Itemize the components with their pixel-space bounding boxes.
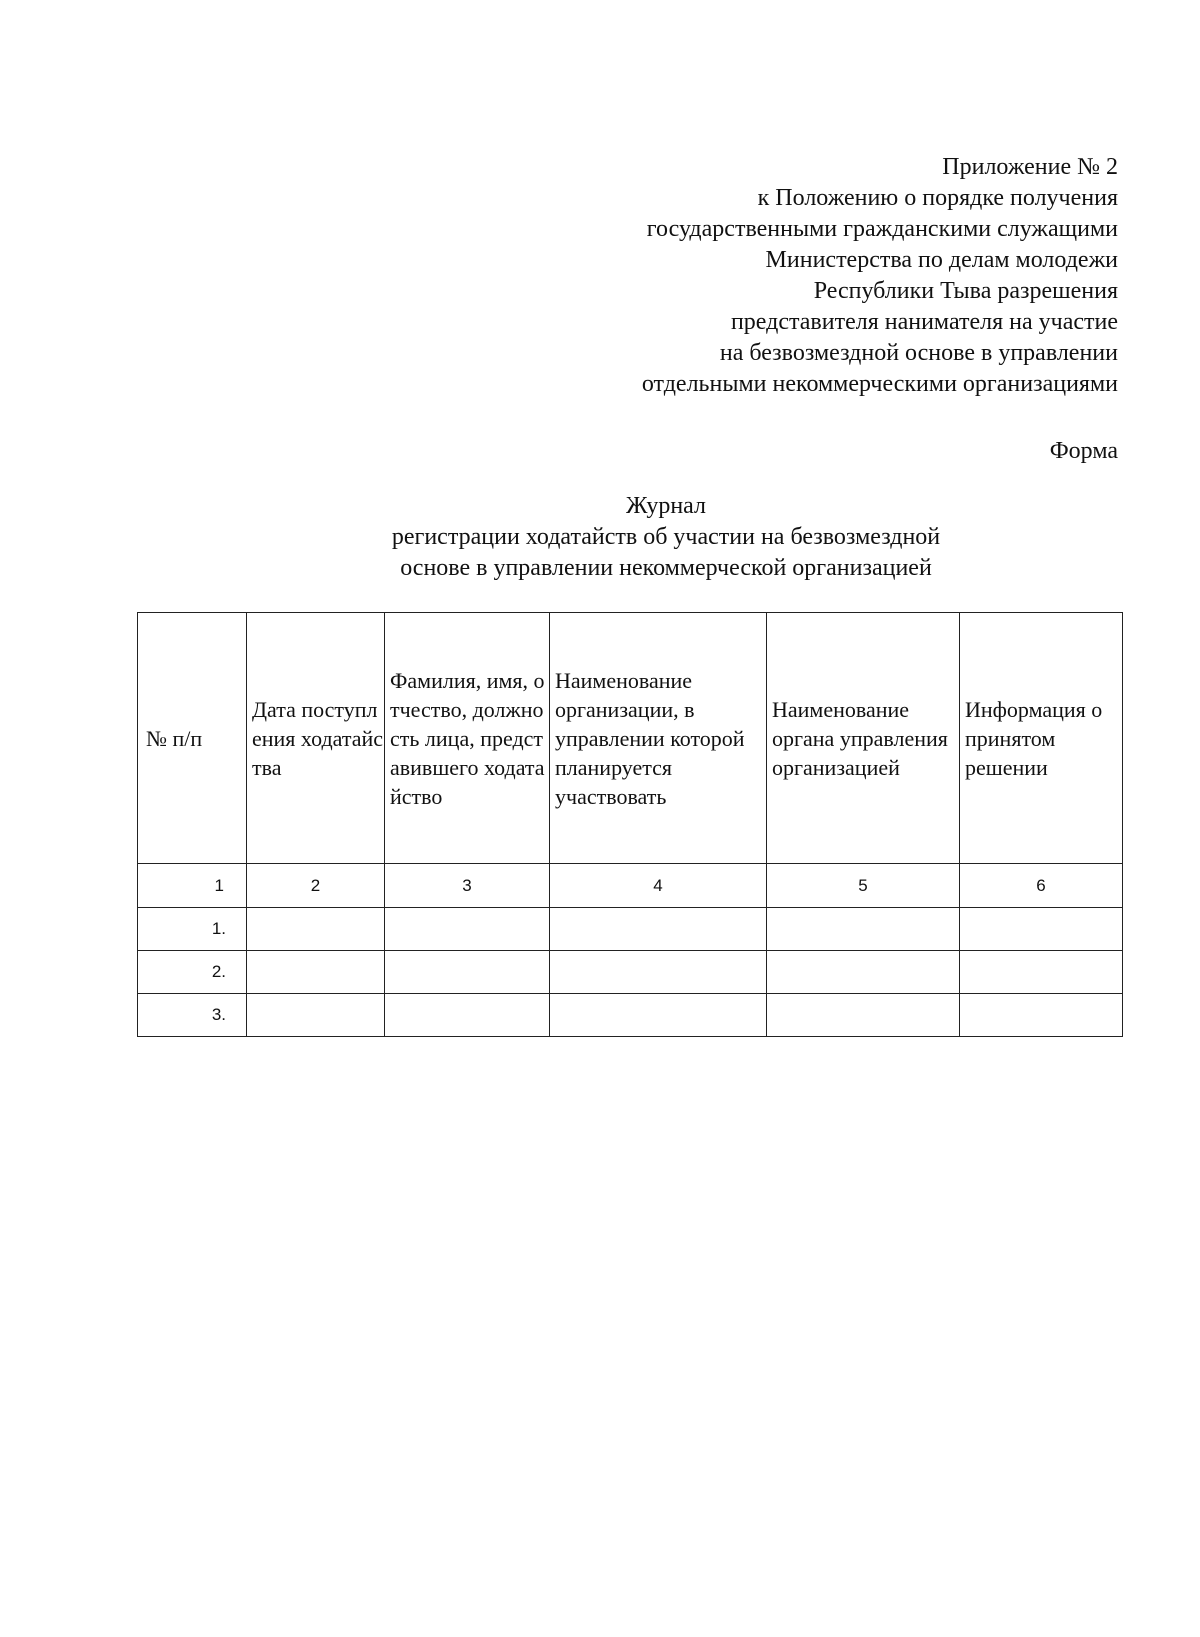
table-cell [385, 908, 550, 951]
appendix-line: представителя нанимателя на участие [730, 309, 1118, 335]
table-cell [247, 908, 385, 951]
appendix-line: Приложение № 2 [942, 154, 1118, 180]
header-cell-decision: Информация о принятом решении [960, 613, 1123, 864]
table-cell [767, 994, 960, 1037]
header-cell-applicant: Фамилия, имя, отчество, должность лица, представившего ходатайство [385, 613, 550, 864]
row-number-cell: 3. [138, 994, 247, 1037]
table-cell [385, 951, 550, 994]
appendix-line: к Положению о порядке получения [757, 185, 1118, 211]
column-number: 1 [138, 864, 247, 908]
column-number-row [138, 864, 1123, 908]
table-row [138, 908, 1123, 951]
table-cell [247, 994, 385, 1037]
journal-title-line: Журнал [625, 493, 706, 519]
column-number: 5 [767, 864, 960, 908]
table-cell [247, 951, 385, 994]
table-cell [960, 951, 1123, 994]
registration-journal-table [137, 612, 1123, 1037]
column-number: 2 [247, 864, 385, 908]
table-header-row [138, 613, 1123, 864]
journal-title [136, 491, 1196, 584]
journal-title-line: основе в управлении некоммерческой организацией [400, 555, 932, 581]
table-row [138, 994, 1123, 1037]
appendix-line: Министерства по делам молодежи [765, 247, 1118, 273]
table-cell [550, 994, 767, 1037]
header-cell-number: № п/п [138, 613, 247, 864]
header-cell-governing-body: Наименование органа управления организацией [767, 613, 960, 864]
table-cell [385, 994, 550, 1037]
row-number-cell: 2. [138, 951, 247, 994]
appendix-block [642, 152, 1118, 400]
table-row [138, 951, 1123, 994]
appendix-line: на безвозмездной основе в управлении [719, 340, 1118, 366]
column-number: 3 [385, 864, 550, 908]
appendix-line: государственными гражданскими служащими [646, 216, 1118, 242]
form-label: Форма [1049, 438, 1118, 464]
column-number: 4 [550, 864, 767, 908]
table-cell [960, 994, 1123, 1037]
journal-title-line: регистрации ходатайств об участии на безвозмездной [391, 524, 941, 550]
header-cell-organization: Наименование организации, в управлении которой планируется участвовать [550, 613, 767, 864]
header-cell-date: Дата поступления ходатайства [247, 613, 385, 864]
table-cell [550, 951, 767, 994]
appendix-line: Республики Тыва разрешения [813, 278, 1118, 304]
column-number: 6 [960, 864, 1123, 908]
appendix-line: отдельными некоммерческими организациями [641, 371, 1118, 397]
row-number-cell: 1. [138, 908, 247, 951]
table-cell [767, 951, 960, 994]
table-cell [550, 908, 767, 951]
table-cell [960, 908, 1123, 951]
table-cell [767, 908, 960, 951]
